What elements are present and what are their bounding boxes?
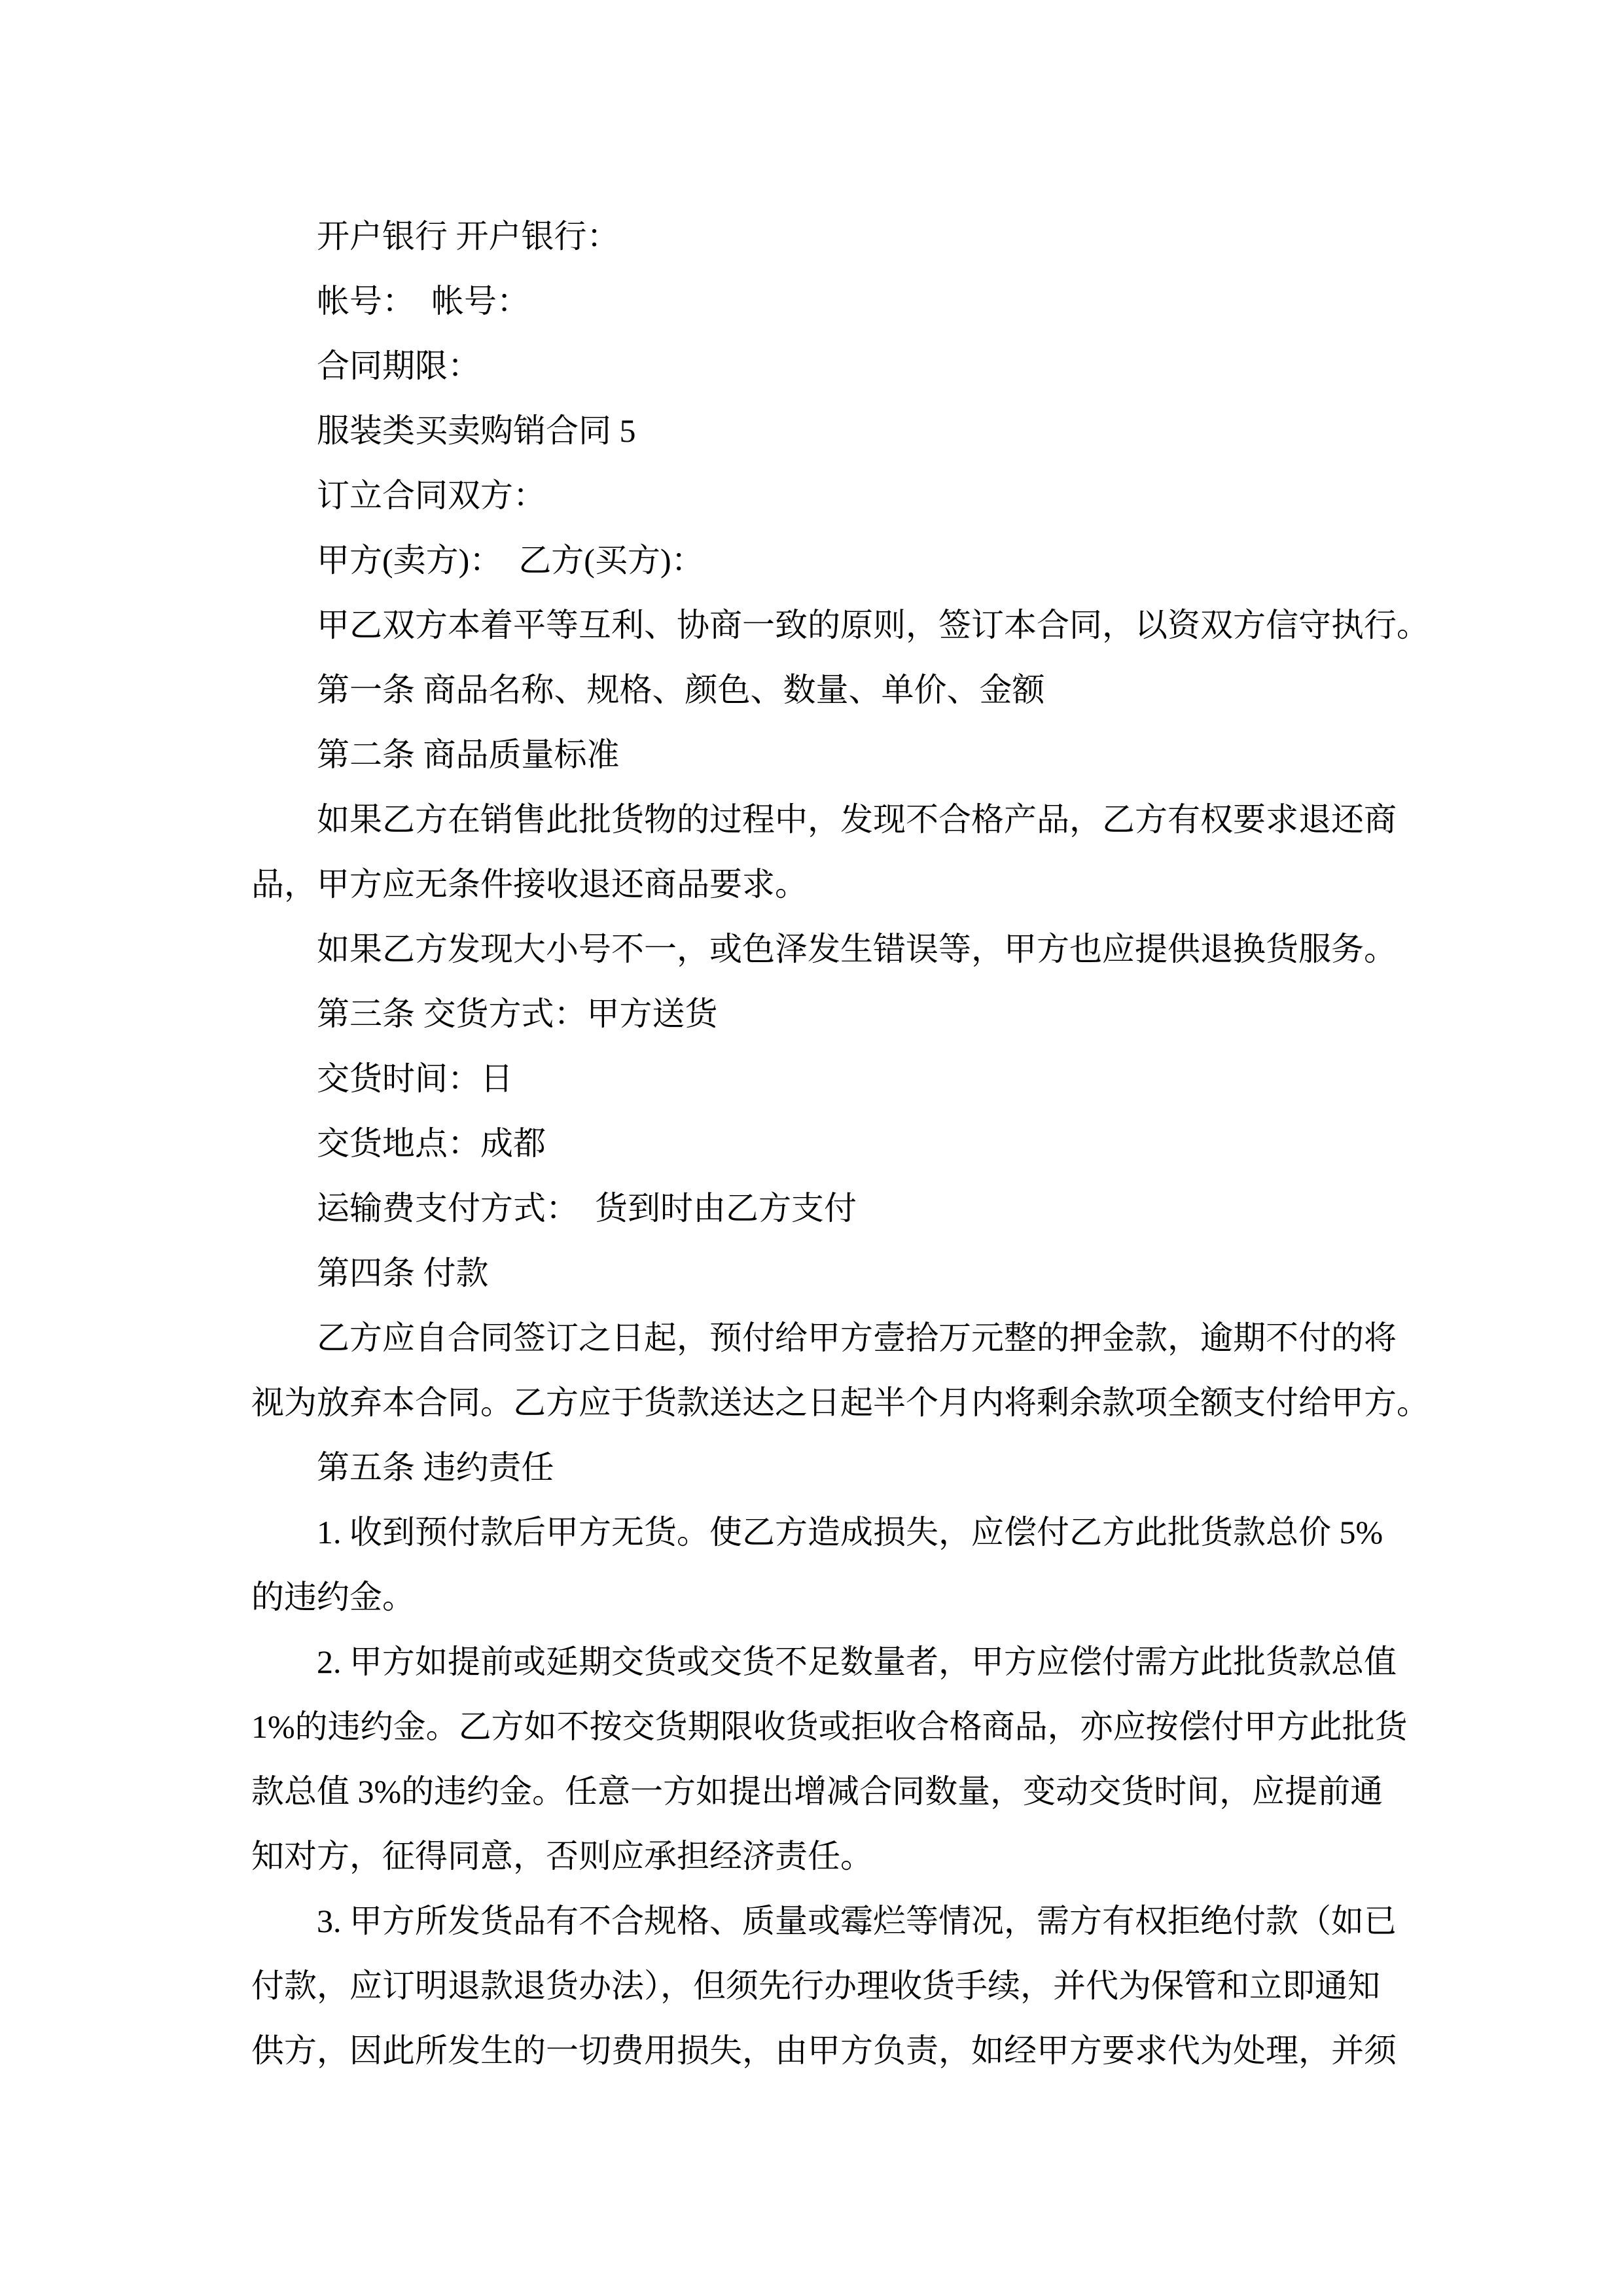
line-exchange-para: 如果乙方发现大小号不一，或色泽发生错误等，甲方也应提供退换货服务。 — [317, 931, 1397, 967]
line-breach-item-2a: 2. 甲方如提前或延期交货或交货不足数量者，甲方应偿付需方此批货款总值 — [317, 1643, 1397, 1680]
line-breach-item-3a: 3. 甲方所发货品有不合规格、质量或霉烂等情况，需方有权拒绝付款（如已 — [317, 1903, 1397, 1939]
line-principle: 甲乙双方本着平等互利、协商一致的原则，签订本合同，以资双方信守执行。 — [317, 607, 1429, 643]
line-account-number: 帐号： 帐号： — [317, 283, 529, 319]
line-breach-item-1a: 1. 收到预付款后甲方无货。使乙方造成损失，应偿付乙方此批货款总价 5% — [317, 1514, 1383, 1551]
line-payment-para-2: 视为放弃本合同。乙方应于货款送达之日起半个月内将剩余款项全额支付给甲方。 — [251, 1384, 1429, 1421]
line-breach-item-2c: 款总值 3%的违约金。任意一方如提出增减合同数量，变动交货时间，应提前通 — [251, 1773, 1383, 1810]
line-bank-of-deposit: 开户银行 开户银行： — [317, 218, 620, 255]
line-clause-1: 第一条 商品名称、规格、颜色、数量、单价、金额 — [317, 672, 1045, 708]
doc-title: 服装类买卖购销合同 5 — [317, 412, 636, 449]
line-breach-item-3b: 付款，应订明退款退货办法），但须先行办理收货手续，并代为保管和立即通知 — [251, 1967, 1380, 2004]
line-clause-3: 第三条 交货方式：甲方送货 — [317, 996, 718, 1032]
line-breach-item-3c: 供方，因此所发生的一切费用损失，由甲方负责，如经甲方要求代为处理，并须 — [251, 2032, 1397, 2069]
contract-body — [251, 204, 1436, 2083]
line-breach-item-2d: 知对方，征得同意，否则应承担经济责任。 — [251, 1838, 873, 1874]
line-payment-para-1: 乙方应自合同签订之日起，预付给甲方壹拾万元整的押金款，逾期不付的将 — [317, 1319, 1397, 1356]
line-party-a-party-b: 甲方(卖方)： 乙方(买方)： — [317, 542, 704, 579]
line-clause-5: 第五条 违约责任 — [317, 1449, 554, 1486]
line-delivery-place: 交货地点：成都 — [317, 1125, 546, 1162]
line-clause-4: 第四条 付款 — [317, 1255, 489, 1291]
line-clause-2: 第二条 商品质量标准 — [317, 736, 620, 773]
line-breach-item-1b: 的违约金。 — [251, 1579, 415, 1615]
line-delivery-time: 交货时间：日 — [317, 1060, 513, 1097]
line-contract-term: 合同期限： — [317, 348, 480, 384]
line-quality-para-2: 品，甲方应无条件接收退还商品要求。 — [251, 866, 808, 903]
line-quality-para-1: 如果乙方在销售此批货物的过程中，发现不合格产品，乙方有权要求退还商 — [317, 801, 1397, 838]
line-parties-heading: 订立合同双方： — [317, 477, 546, 514]
line-freight-payment: 运输费支付方式： 货到时由乙方支付 — [317, 1190, 857, 1227]
line-breach-item-2b: 1%的违约金。乙方如不按交货期限收货或拒收合格商品，亦应按偿付甲方此批货 — [251, 1708, 1408, 1745]
